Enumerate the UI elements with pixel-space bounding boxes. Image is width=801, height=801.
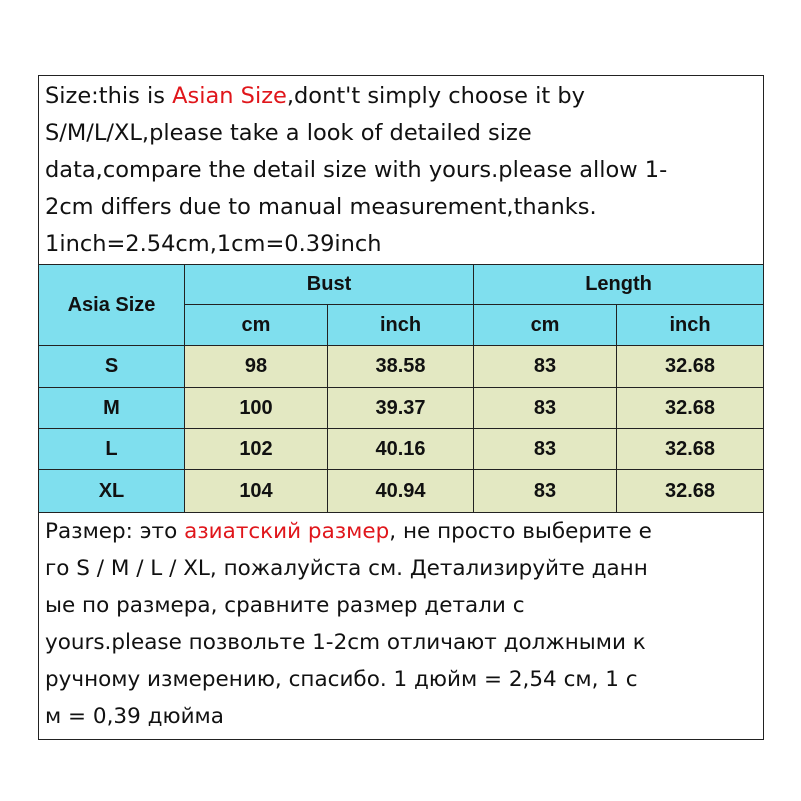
footer-line-4: yours.please позвольте 1-2cm отличают должными к xyxy=(45,630,646,655)
length-inch-cell: 32.68 xyxy=(617,346,764,388)
bust-cm-cell: 100 xyxy=(185,388,328,429)
size-footer-note-ru xyxy=(39,513,763,738)
asian-size-highlight: Asian Size xyxy=(172,83,287,109)
length-inch-header: inch xyxy=(617,305,764,346)
size-label: S xyxy=(39,346,185,388)
footer-line-3: ые по размера, сравните размер детали с xyxy=(45,593,525,618)
length-inch-cell: 32.68 xyxy=(617,429,764,470)
bust-inch-header: inch xyxy=(328,305,474,346)
length-cm-cell: 83 xyxy=(474,429,617,470)
footer-line-6: м = 0,39 дюйма xyxy=(45,704,224,729)
bust-cm-cell: 98 xyxy=(185,346,328,388)
table-row xyxy=(39,470,764,513)
length-header: Length xyxy=(474,265,764,305)
table-row xyxy=(39,388,764,429)
asia-size-header: Asia Size xyxy=(39,265,185,346)
footer-line-5: ручному измерению, спасибо. 1 дюйм = 2,54 см, 1 с xyxy=(45,667,638,692)
bust-inch-cell: 39.37 xyxy=(328,388,474,429)
table-row xyxy=(39,346,764,388)
bust-cm-cell: 102 xyxy=(185,429,328,470)
bust-cm-header: cm xyxy=(185,305,328,346)
footer-line-2: го S / M / L / XL, пожалуйста см. Детализируйте данн xyxy=(45,556,648,581)
footer-line-1-text: Размер: это xyxy=(45,519,185,544)
bust-inch-cell: 40.16 xyxy=(328,429,474,470)
size-intro-note xyxy=(39,78,763,265)
bust-header: Bust xyxy=(185,265,474,305)
size-label: M xyxy=(39,388,185,429)
bust-cm-cell: 104 xyxy=(185,470,328,513)
length-cm-header: cm xyxy=(474,305,617,346)
length-inch-cell: 32.68 xyxy=(617,388,764,429)
size-table xyxy=(38,264,764,513)
length-cm-cell: 83 xyxy=(474,388,617,429)
intro-line-5: 1inch=2.54cm,1cm=0.39inch xyxy=(45,231,382,257)
size-chart-frame xyxy=(38,75,764,740)
intro-line-4: 2cm differs due to manual measurement,thanks. xyxy=(45,194,597,220)
intro-line-3: data,compare the detail size with yours.please allow 1- xyxy=(45,157,668,183)
bust-inch-cell: 40.94 xyxy=(328,470,474,513)
intro-line-2: S/M/L/XL,please take a look of detailed size xyxy=(45,120,532,146)
intro-line-1 xyxy=(45,78,757,115)
footer-line-1-rest: , не просто выберите е xyxy=(389,519,652,544)
bust-inch-cell: 38.58 xyxy=(328,346,474,388)
length-inch-cell: 32.68 xyxy=(617,470,764,513)
table-row xyxy=(39,429,764,470)
length-cm-cell: 83 xyxy=(474,346,617,388)
intro-line-1-text: Size:this is xyxy=(45,83,173,109)
size-label: XL xyxy=(39,470,185,513)
asian-size-highlight-ru: азиатский размер xyxy=(184,519,390,544)
size-label: L xyxy=(39,429,185,470)
footer-line-1 xyxy=(45,513,757,550)
intro-line-1-rest: ,dont't simply choose it by xyxy=(286,83,585,109)
length-cm-cell: 83 xyxy=(474,470,617,513)
